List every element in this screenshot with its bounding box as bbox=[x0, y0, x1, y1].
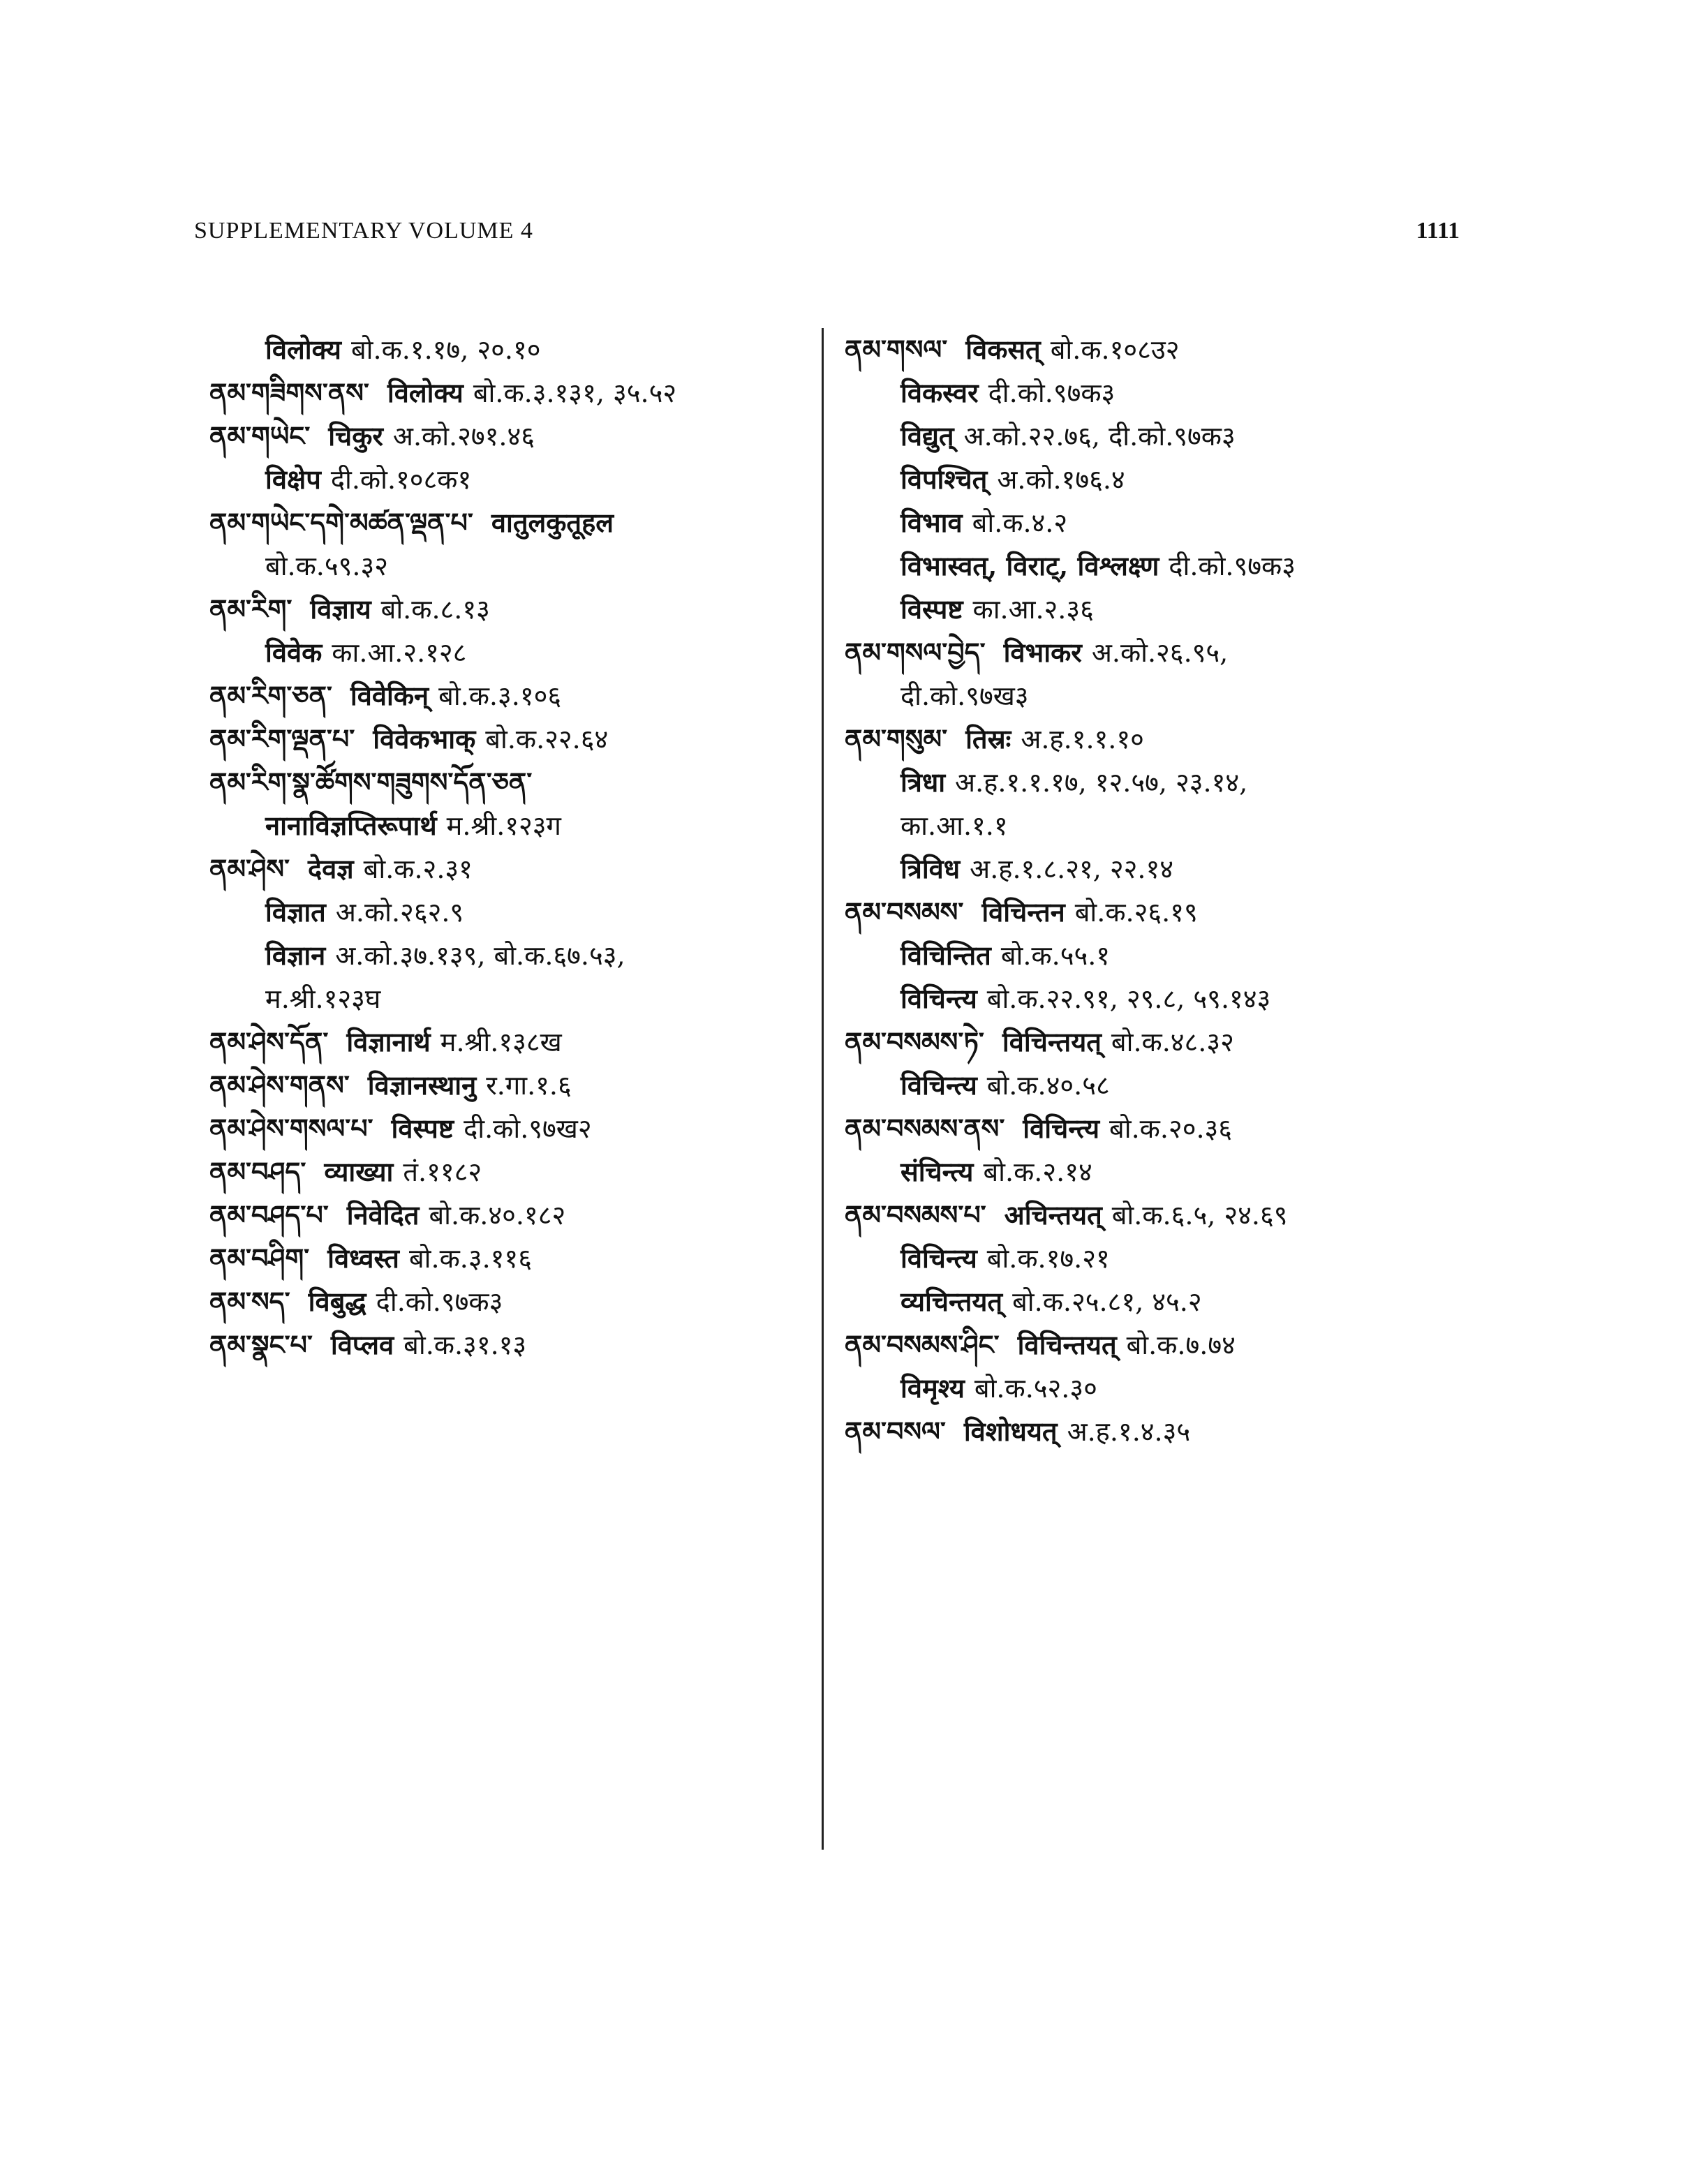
tibetan-headword: ནམ་སད་ bbox=[209, 1286, 290, 1317]
sanskrit-equivalent: त्रिविध bbox=[900, 853, 961, 884]
source-reference: बो.क.५९.३२ bbox=[265, 551, 389, 581]
tibetan-headword: ནམ་ཤེས་ bbox=[209, 853, 290, 884]
source-reference: बो.क.३.११६ bbox=[408, 1243, 532, 1274]
dictionary-entry bbox=[209, 804, 810, 847]
tibetan-headword: ནམ་བཤད་ bbox=[209, 1156, 306, 1187]
sanskrit-equivalent: विकस्वर bbox=[900, 377, 979, 408]
sanskrit-equivalent: विवेकिन् bbox=[350, 680, 429, 711]
sanskrit-equivalent: व्याख्या bbox=[324, 1156, 394, 1187]
dictionary-entry bbox=[845, 847, 1459, 891]
source-reference: अ.को.३७.१३९, बो.क.६७.५३, bbox=[335, 940, 625, 971]
source-reference: अ.को.१७६.४ bbox=[997, 464, 1125, 495]
tibetan-headword: ནམ་རིག་སྣ་ཚོགས་གཟུགས་དོན་ཅན་ bbox=[209, 766, 533, 798]
dictionary-entry bbox=[845, 674, 1459, 718]
source-reference: बो.क.२६.१९ bbox=[1074, 897, 1198, 928]
source-reference: बो.क.३.१०६ bbox=[438, 681, 562, 711]
source-reference: अ.को.२७१.४६ bbox=[392, 421, 535, 452]
dictionary-entry bbox=[209, 891, 810, 934]
dictionary-entry bbox=[845, 1064, 1459, 1107]
dictionary-entry bbox=[845, 977, 1459, 1020]
sanskrit-equivalent: देवज्ञ bbox=[308, 853, 354, 884]
sanskrit-equivalent: विज्ञानार्थ bbox=[346, 1026, 431, 1057]
source-reference: अ.ह.१.१.१० bbox=[1021, 724, 1144, 755]
sanskrit-equivalent: विपश्चित् bbox=[900, 463, 988, 495]
source-reference: बो.क.८.१३ bbox=[380, 594, 490, 625]
source-reference: बो.क.२.१४ bbox=[983, 1157, 1092, 1187]
tibetan-headword: ནམ་བསམས་ནས་ bbox=[845, 1113, 1005, 1144]
dictionary-entry bbox=[845, 501, 1459, 544]
dictionary-entry bbox=[209, 1237, 810, 1280]
dictionary-entry bbox=[209, 415, 810, 458]
sanskrit-equivalent: विचिन्त्य bbox=[900, 1242, 977, 1274]
dictionary-entry bbox=[209, 631, 810, 674]
dictionary-entry bbox=[845, 804, 1459, 847]
dictionary-entry bbox=[845, 891, 1459, 934]
sanskrit-equivalent: नानाविज्ञप्तिरूपार्थ bbox=[265, 810, 437, 841]
sanskrit-equivalent: संचिन्त्य bbox=[900, 1156, 974, 1187]
tibetan-headword: ནམ་བཤད་པ་ bbox=[209, 1199, 329, 1231]
dictionary-entry bbox=[209, 328, 810, 371]
source-reference: बो.क.२.३१ bbox=[363, 854, 473, 884]
source-reference: बो.क.७.७४ bbox=[1126, 1330, 1236, 1360]
dictionary-entry bbox=[209, 1323, 810, 1367]
dictionary-entry bbox=[209, 544, 810, 588]
page-number: 1111 bbox=[1416, 218, 1460, 244]
source-reference: बो.क.४०.५८ bbox=[986, 1070, 1110, 1101]
source-reference: अ.ह.१.१.१७, १२.५७, २३.१४, bbox=[955, 767, 1248, 798]
source-reference: बो.क.५२.३० bbox=[974, 1373, 1097, 1404]
source-reference: दी.को.९७ख२ bbox=[464, 1113, 592, 1144]
sanskrit-equivalent: चिकुर bbox=[328, 420, 383, 452]
tibetan-headword: ནམ་རིག་ bbox=[209, 593, 292, 625]
sanskrit-equivalent: विचिन्त्य bbox=[900, 1069, 977, 1101]
page-header bbox=[194, 218, 1460, 244]
dictionary-entry bbox=[845, 371, 1459, 415]
source-reference: दी.को.९७ख३ bbox=[900, 681, 1029, 711]
tibetan-headword: ནམ་ཤེས་དོན་ bbox=[209, 1026, 329, 1057]
source-reference: का.आ.२.३६ bbox=[972, 594, 1094, 625]
source-reference: बो.क.२२.६४ bbox=[485, 724, 609, 755]
source-reference: र.गा.१.६ bbox=[486, 1070, 572, 1101]
source-reference: म.श्री.१२३ग bbox=[446, 810, 561, 841]
dictionary-entry bbox=[845, 1237, 1459, 1280]
tibetan-headword: ནམ་སྣང་པ་ bbox=[209, 1329, 313, 1360]
dictionary-entry bbox=[209, 977, 810, 1020]
dictionary-entry bbox=[845, 761, 1459, 804]
sanskrit-equivalent: विक्षेप bbox=[265, 463, 321, 495]
source-reference: बो.क.२०.३६ bbox=[1109, 1113, 1233, 1144]
tibetan-headword: ནམ་གསལ་བྱེད་ bbox=[845, 637, 986, 668]
dictionary-entry bbox=[209, 1280, 810, 1323]
dictionary-entry bbox=[209, 934, 810, 977]
tibetan-headword: ནམ་གཡེང་ bbox=[209, 420, 311, 452]
dictionary-entry bbox=[845, 1367, 1459, 1410]
dictionary-entry bbox=[209, 1150, 810, 1194]
source-reference: बो.क.३.१३१, ३५.५२ bbox=[473, 378, 677, 408]
sanskrit-equivalent: विज्ञान bbox=[265, 939, 326, 971]
sanskrit-equivalent: विप्लव bbox=[330, 1329, 394, 1360]
sanskrit-equivalent: विशोधयत् bbox=[963, 1416, 1058, 1447]
tibetan-headword: ནམ་གསལ་ bbox=[845, 334, 948, 365]
dictionary-entry bbox=[845, 1194, 1459, 1237]
dictionary-entry bbox=[209, 847, 810, 891]
sanskrit-equivalent: विचिन्तित bbox=[900, 939, 991, 971]
dictionary-entry bbox=[845, 1280, 1459, 1323]
tibetan-headword: ནམ་བཤིག་ bbox=[209, 1242, 310, 1274]
tibetan-headword: ནམ་བསལ་ bbox=[845, 1416, 946, 1447]
dictionary-entry bbox=[845, 1150, 1459, 1194]
source-reference: का.आ.२.१२८ bbox=[332, 637, 467, 668]
sanskrit-equivalent: विज्ञाय bbox=[310, 593, 371, 625]
tibetan-headword: ནམ་བསམས་ཏེ་ bbox=[845, 1026, 984, 1057]
tibetan-headword: ནམ་བསམས་ཤིང་ bbox=[845, 1329, 1000, 1360]
source-reference: अ.को.२२.७६, दी.को.९७क३ bbox=[963, 421, 1236, 452]
sanskrit-equivalent: विलोक्य bbox=[387, 377, 464, 408]
source-reference: बो.क.१०८उ२ bbox=[1050, 334, 1180, 365]
dictionary-entry bbox=[209, 501, 810, 544]
sanskrit-equivalent: त्रिधा bbox=[900, 766, 946, 798]
source-reference: दी.को.१०८क१ bbox=[330, 464, 472, 495]
dictionary-entry bbox=[209, 674, 810, 718]
source-reference: बो.क.२५.८१, ४५.२ bbox=[1012, 1286, 1202, 1317]
dictionary-entry bbox=[845, 631, 1459, 674]
dictionary-entry bbox=[209, 1064, 810, 1107]
dictionary-entry bbox=[209, 1107, 810, 1150]
tibetan-headword: ནམ་ཤེས་གནས་ bbox=[209, 1069, 350, 1101]
sanskrit-equivalent: विवेक bbox=[265, 637, 323, 668]
sanskrit-equivalent: विज्ञात bbox=[265, 896, 326, 928]
source-reference: म.श्री.१२३घ bbox=[265, 983, 381, 1014]
sanskrit-equivalent: विचिन्तयत् bbox=[1017, 1329, 1117, 1360]
sanskrit-equivalent: व्यचिन्तयत् bbox=[900, 1286, 1003, 1317]
source-reference: बो.क.४.२ bbox=[972, 507, 1068, 538]
column-divider bbox=[822, 328, 824, 1850]
left-column bbox=[209, 328, 810, 1367]
dictionary-entry bbox=[209, 718, 810, 761]
source-reference: बो.क.१७.२१ bbox=[986, 1243, 1110, 1274]
sanskrit-equivalent: विकसत् bbox=[965, 334, 1041, 365]
sanskrit-equivalent: विभास्वत्, विराट्, विश्लक्ष्ण bbox=[900, 550, 1159, 581]
sanskrit-equivalent: विचिन्तयत् bbox=[1002, 1026, 1102, 1057]
tibetan-headword: ནམ་བསམས་པ་ bbox=[845, 1199, 986, 1231]
dictionary-entry bbox=[845, 544, 1459, 588]
source-reference: तं.११८२ bbox=[403, 1157, 482, 1187]
sanskrit-equivalent: विचिन्त्य bbox=[900, 983, 977, 1014]
source-reference: बो.क.३१.१३ bbox=[403, 1330, 527, 1360]
source-reference: म.श्री.१३८ख bbox=[440, 1027, 562, 1057]
sanskrit-equivalent: विज्ञानस्थानु bbox=[367, 1069, 477, 1101]
source-reference: बो.क.४०.१८२ bbox=[429, 1200, 566, 1231]
source-reference: बो.क.६.५, २४.६९ bbox=[1111, 1200, 1288, 1231]
dictionary-entry bbox=[209, 1020, 810, 1064]
source-reference: अ.ह.१.८.२१, २२.१४ bbox=[970, 854, 1174, 884]
sanskrit-equivalent: अचिन्तयत् bbox=[1004, 1199, 1102, 1231]
source-reference: दी.को.९७क३ bbox=[988, 378, 1115, 408]
sanskrit-equivalent: विचिन्त्य bbox=[1023, 1113, 1100, 1144]
sanskrit-equivalent: तिस्रः bbox=[965, 723, 1011, 755]
dictionary-entry bbox=[845, 1020, 1459, 1064]
dictionary-entry bbox=[209, 761, 810, 804]
sanskrit-equivalent: विभाव bbox=[900, 507, 963, 538]
source-reference: दी.को.९७क३ bbox=[376, 1286, 503, 1317]
dictionary-entry bbox=[845, 1323, 1459, 1367]
source-reference: बो.क.४८.३२ bbox=[1111, 1027, 1234, 1057]
tibetan-headword: ནམ་རིག་ཅན་ bbox=[209, 680, 332, 711]
sanskrit-equivalent: निवेदित bbox=[346, 1199, 420, 1231]
source-reference: का.आ.१.१ bbox=[900, 810, 1008, 841]
sanskrit-equivalent: विलोक्य bbox=[265, 334, 341, 365]
sanskrit-equivalent: विचिन्तन bbox=[981, 896, 1065, 928]
sanskrit-equivalent: विबुद्ध bbox=[308, 1286, 366, 1317]
sanskrit-equivalent: वातुलकुतूहल bbox=[491, 507, 614, 538]
sanskrit-equivalent: विद्युत् bbox=[900, 420, 954, 452]
dictionary-entry bbox=[845, 588, 1459, 631]
source-reference: बो.क.२२.९१, २९.८, ५९.१४३ bbox=[986, 983, 1271, 1014]
sanskrit-equivalent: विमृश्य bbox=[900, 1372, 965, 1404]
dictionary-entry bbox=[845, 1410, 1459, 1453]
source-reference: अ.को.२६२.९ bbox=[335, 897, 464, 928]
source-reference: दी.को.९७क३ bbox=[1169, 551, 1296, 581]
sanskrit-equivalent: विस्पष्ट bbox=[391, 1113, 454, 1144]
tibetan-headword: ནམ་ཤེས་གསལ་པ་ bbox=[209, 1113, 373, 1144]
tibetan-headword: ནམ་གཡེང་དགེ་མཚན་ལྡན་པ་ bbox=[209, 507, 473, 538]
dictionary-entry bbox=[845, 934, 1459, 977]
dictionary-entry bbox=[845, 415, 1459, 458]
dictionary-entry bbox=[845, 458, 1459, 501]
right-column bbox=[845, 328, 1459, 1453]
tibetan-headword: ནམ་གཟིགས་ནས་ bbox=[209, 377, 369, 408]
sanskrit-equivalent: विस्पष्ट bbox=[900, 593, 963, 625]
dictionary-entry bbox=[209, 1194, 810, 1237]
source-reference: अ.को.२६.९५, bbox=[1091, 637, 1229, 668]
sanskrit-equivalent: विवेकभाक् bbox=[373, 723, 476, 755]
dictionary-entry bbox=[845, 718, 1459, 761]
dictionary-entry bbox=[845, 328, 1459, 371]
sanskrit-equivalent: विध्वस्त bbox=[327, 1242, 399, 1274]
tibetan-headword: ནམ་རིག་ལྡན་པ་ bbox=[209, 723, 355, 755]
dictionary-entry bbox=[845, 1107, 1459, 1150]
source-reference: अ.ह.१.४.३५ bbox=[1067, 1416, 1191, 1447]
running-head: SUPPLEMENTARY VOLUME 4 bbox=[194, 218, 533, 244]
dictionary-entry bbox=[209, 588, 810, 631]
source-reference: बो.क.१.१७, २०.१० bbox=[350, 334, 541, 365]
sanskrit-equivalent: विभाकर bbox=[1003, 637, 1082, 668]
source-reference: बो.क.५५.१ bbox=[1000, 940, 1111, 971]
tibetan-headword: ནམ་བསམས་ bbox=[845, 896, 964, 928]
dictionary-entry bbox=[209, 458, 810, 501]
dictionary-entry bbox=[209, 371, 810, 415]
tibetan-headword: ནམ་གསུམ་ bbox=[845, 723, 948, 755]
